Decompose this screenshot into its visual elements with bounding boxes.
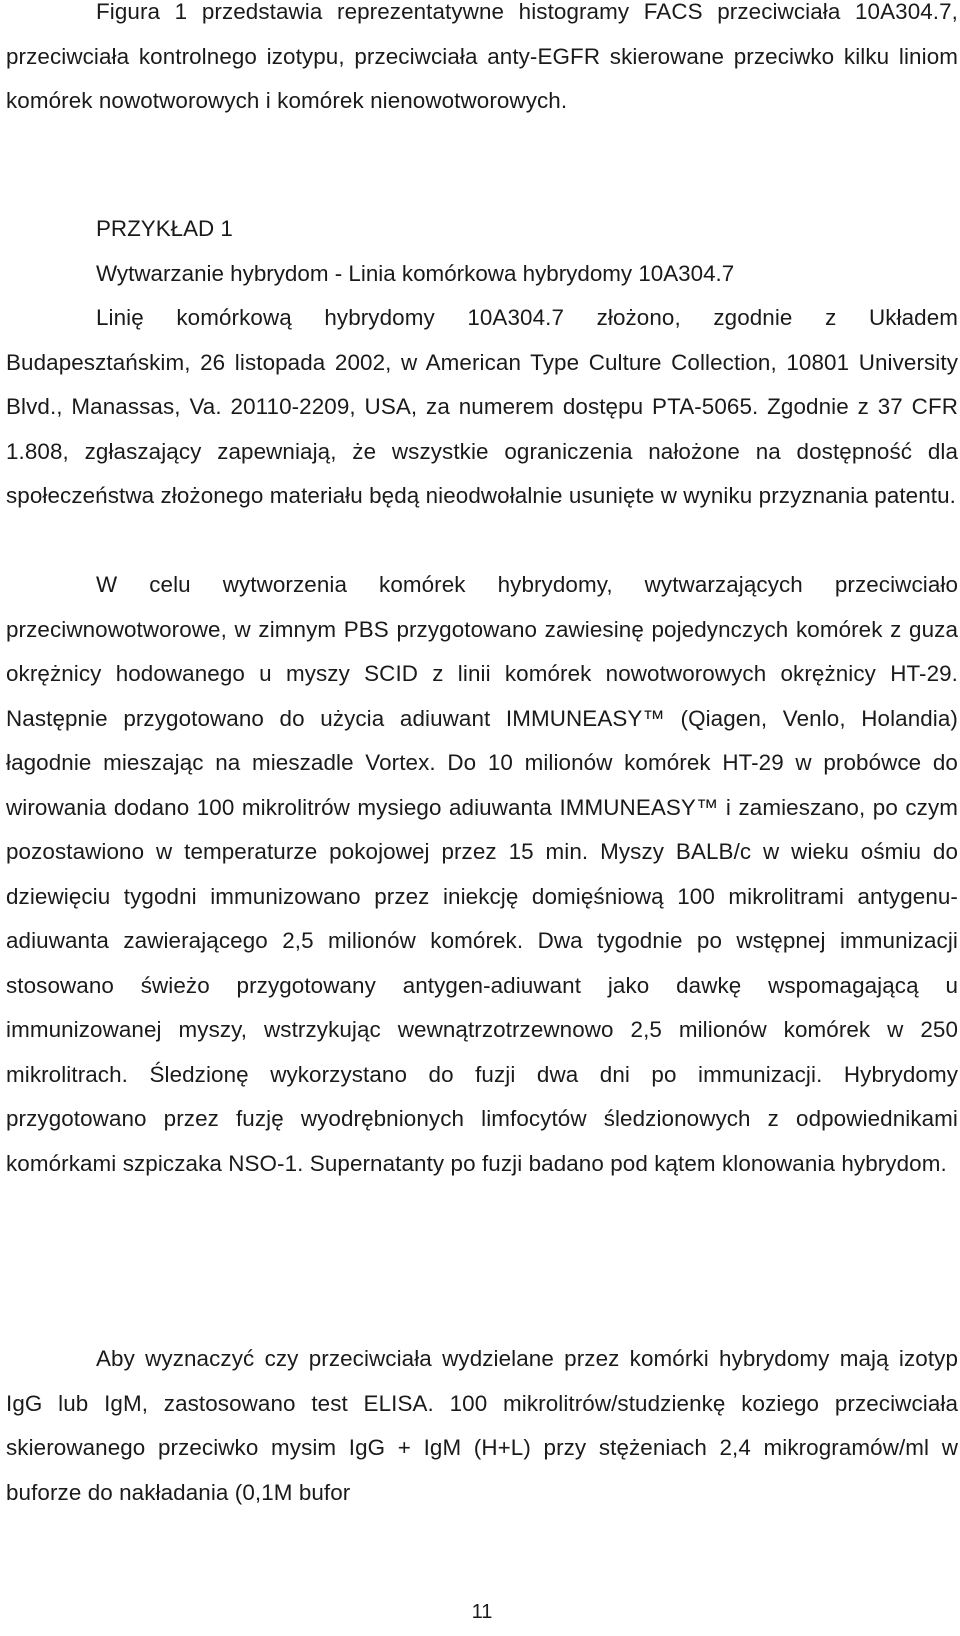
- document-page: [6, 0, 958, 1636]
- example-subheading: Wytwarzanie hybrydom - Linia komórkowa hybrydomy 10A304.7: [96, 260, 735, 286]
- elisa-paragraph: Aby wyznaczyć czy przeciwciała wydzielane przez komórki hybrydomy mają izotyp IgG lub IgM, zastosowano test ELISA. 100 mikrolitrów/studzienkę koziego przeciwciała skierowanego przeciwko mysim IgG + IgM (H+L) przy stężeniach 2,4 mikrogramów/ml w buforze do nakładania (0,1M bufor: [6, 1346, 958, 1505]
- example-heading: PRZYKŁAD 1: [96, 216, 233, 241]
- deposit-paragraph: Linię komórkową hybrydomy 10A304.7 złożono, zgodnie z Układem Budapesztańskim, 26 listopada 2002, w American Type Culture Collection, 10801 University Blvd., Manassas, Va. 20110-2209, USA, za numerem dostępu PTA-5065. Zgodnie z 37 CFR 1.808, zgłaszający zapewniają, że wszystkie ograniczenia nałożone na dostępność dla społeczeństwa złożonego materiału będą nieodwołalnie usunięte w wyniku przyznania patentu.: [6, 305, 958, 508]
- hybridoma-paragraph: W celu wytworzenia komórek hybrydomy, wytwarzających przeciwciało przeciwnowotworowe, w zimnym PBS przygotowano zawiesinę pojedynczych komórek z guza okrężnicy hodowanego u myszy SCID z linii komórek nowotworowych okrężnicy HT-29. Następnie przygotowano do użycia adiuwant IMMUNEASY™ (Qiagen, Venlo, Holandia) łagodnie mieszając na mieszadle Vortex. Do 10 milionów komórek HT-29 w probówce do wirowania dodano 100 mikrolitrów mysiego adiuwanta IMMUNEASY™ i zamieszano, po czym pozostawiono w temperaturze pokojowej przez 15 min. Myszy BALB/c w wieku ośmiu do dziewięciu tygodni immunizowano przez iniekcję domięśniową 100 mikrolitrami antygenu-adiuwanta zawierającego 2,5 milionów komórek. Dwa tygodnie po wstępnej immunizacji stosowano świeżo przygotowany antygen-adiuwant jako dawkę wspomagającą u immunizowanej myszy, wstrzykując wewnątrzotrzewnowo 2,5 milionów komórek w 250 mikrolitrach. Śledzionę wykorzystano do fuzji dwa dni po immunizacji. Hybrydomy przygotowano przez fuzję wyodrębnionych limfocytów śledzionowych z odpowiednikami komórkami szpiczaka NSO-1. Supernatanty po fuzji badano pod kątem klonowania hybrydom.: [6, 572, 958, 1176]
- intro-paragraph: Figura 1 przedstawia reprezentatywne histogramy FACS przeciwciała 10A304.7, przeciwciała kontrolnego izotypu, przeciwciała anty-EGFR skierowane przeciwko kilku liniom komórek nowotworowych i komórek nienowotworowych.: [6, 0, 958, 113]
- example-heading-block: [96, 207, 956, 296]
- page-number: 11: [471, 1601, 493, 1623]
